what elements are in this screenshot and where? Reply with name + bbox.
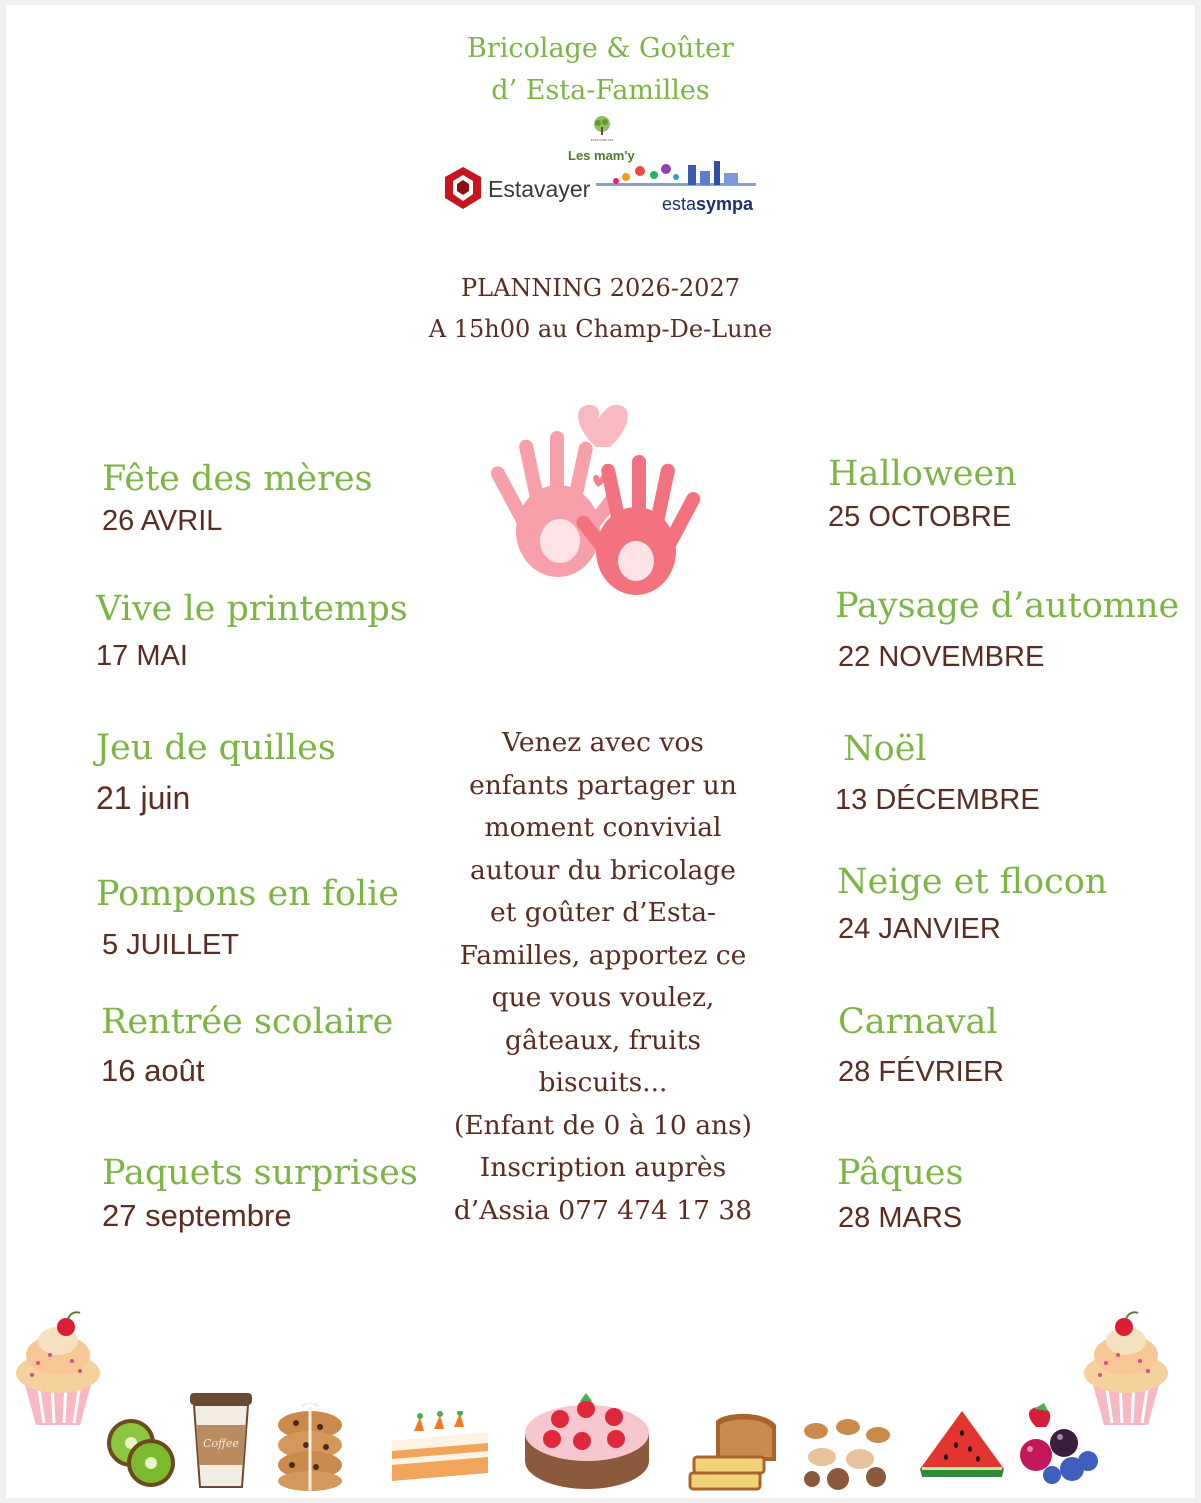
- nuts-icon: [798, 1415, 894, 1493]
- estavayer-logo: [440, 165, 600, 215]
- description-line: gâteaux, fruits: [504, 1024, 702, 1056]
- event-date: 24 JANVIER: [838, 913, 1001, 945]
- svg-text:ESTA-FAMILLES: ESTA-FAMILLES: [590, 138, 614, 142]
- planning-time-location: A 15h00 au Champ-De-Lune: [428, 315, 773, 343]
- event-date: 13 DÉCEMBRE: [835, 784, 1040, 816]
- description-line: Inscription auprès: [479, 1152, 727, 1183]
- hands-heart-icon: [486, 401, 726, 611]
- coffee-cup-label: Coffee: [203, 1437, 239, 1450]
- cupcake-icon: [10, 1311, 106, 1429]
- description-line: biscuits...: [538, 1067, 668, 1098]
- description-line: autour du bricolage: [470, 854, 736, 886]
- event-date: 28 MARS: [838, 1202, 963, 1234]
- description-line: que vous voulez,: [491, 982, 715, 1013]
- event-title: Fête des mères: [102, 459, 373, 499]
- event-date: 25 OCTOBRE: [828, 501, 1012, 533]
- event-title: Neige et flocon: [837, 862, 1108, 902]
- event-title: Noël: [843, 729, 927, 769]
- event-title: Halloween: [828, 454, 1017, 494]
- description-line: (Enfant de 0 à 10 ans): [453, 1109, 753, 1141]
- event-date: 26 AVRIL: [102, 505, 223, 537]
- coffee-cup-icon: [186, 1389, 256, 1489]
- event-title: Pâques: [837, 1153, 964, 1193]
- event-date: 28 FÉVRIER: [838, 1056, 1004, 1088]
- event-date: 5 JUILLET: [102, 929, 239, 961]
- kiwi-icon: [101, 1417, 181, 1489]
- berries-icon: [1006, 1403, 1104, 1491]
- event-title: Vive le printemps: [96, 589, 408, 629]
- esta-familles-logo: [590, 115, 614, 143]
- event-title: Pompons en folie: [96, 874, 400, 914]
- planning-title: PLANNING 2026-2027: [461, 274, 740, 302]
- description-block: [433, 722, 773, 1232]
- cookies-icon: [270, 1403, 350, 1493]
- event-title: Carnaval: [838, 1002, 998, 1042]
- event-date: 17 MAI: [96, 640, 188, 672]
- carrot-cake-icon: [384, 1411, 496, 1487]
- flyer-page: [6, 5, 1195, 1498]
- description-line: et goûter d’Esta-: [490, 897, 716, 928]
- event-date: 27 septembre: [102, 1198, 292, 1233]
- bread-icon: [686, 1411, 782, 1493]
- watermelon-icon: [916, 1407, 1008, 1483]
- town-skyline-icon: [596, 159, 761, 197]
- header-title-line1: Bricolage & Goûter: [467, 33, 734, 64]
- description-line: enfants partager un: [469, 769, 737, 801]
- description-line: Familles, apportez ce: [459, 939, 747, 971]
- description-line: Venez avec vos: [502, 727, 704, 758]
- estavayer-emblem-icon: [440, 165, 486, 211]
- event-title: Rentrée scolaire: [101, 1002, 394, 1042]
- description-line: moment convivial: [484, 812, 722, 843]
- event-title: Paquets surprises: [102, 1153, 418, 1193]
- event-title: Jeu de quilles: [96, 728, 336, 768]
- description-line: d’Assia 077 474 17 38: [453, 1194, 753, 1226]
- event-date: 16 août: [101, 1053, 205, 1088]
- event-date: 21 juin: [96, 780, 191, 816]
- strawberry-cake-icon: [520, 1385, 654, 1493]
- les-mamy-logo: Les mam'y: [568, 148, 635, 163]
- header-title-line2: d’ Esta-Familles: [491, 75, 710, 106]
- estasympa-wordmark: estasympa: [662, 194, 754, 214]
- event-date: 22 NOVEMBRE: [838, 641, 1045, 673]
- event-title: Paysage d’automne: [835, 586, 1180, 626]
- estavayer-wordmark: Estavayer: [488, 176, 591, 202]
- estasympa-logo: [596, 159, 761, 215]
